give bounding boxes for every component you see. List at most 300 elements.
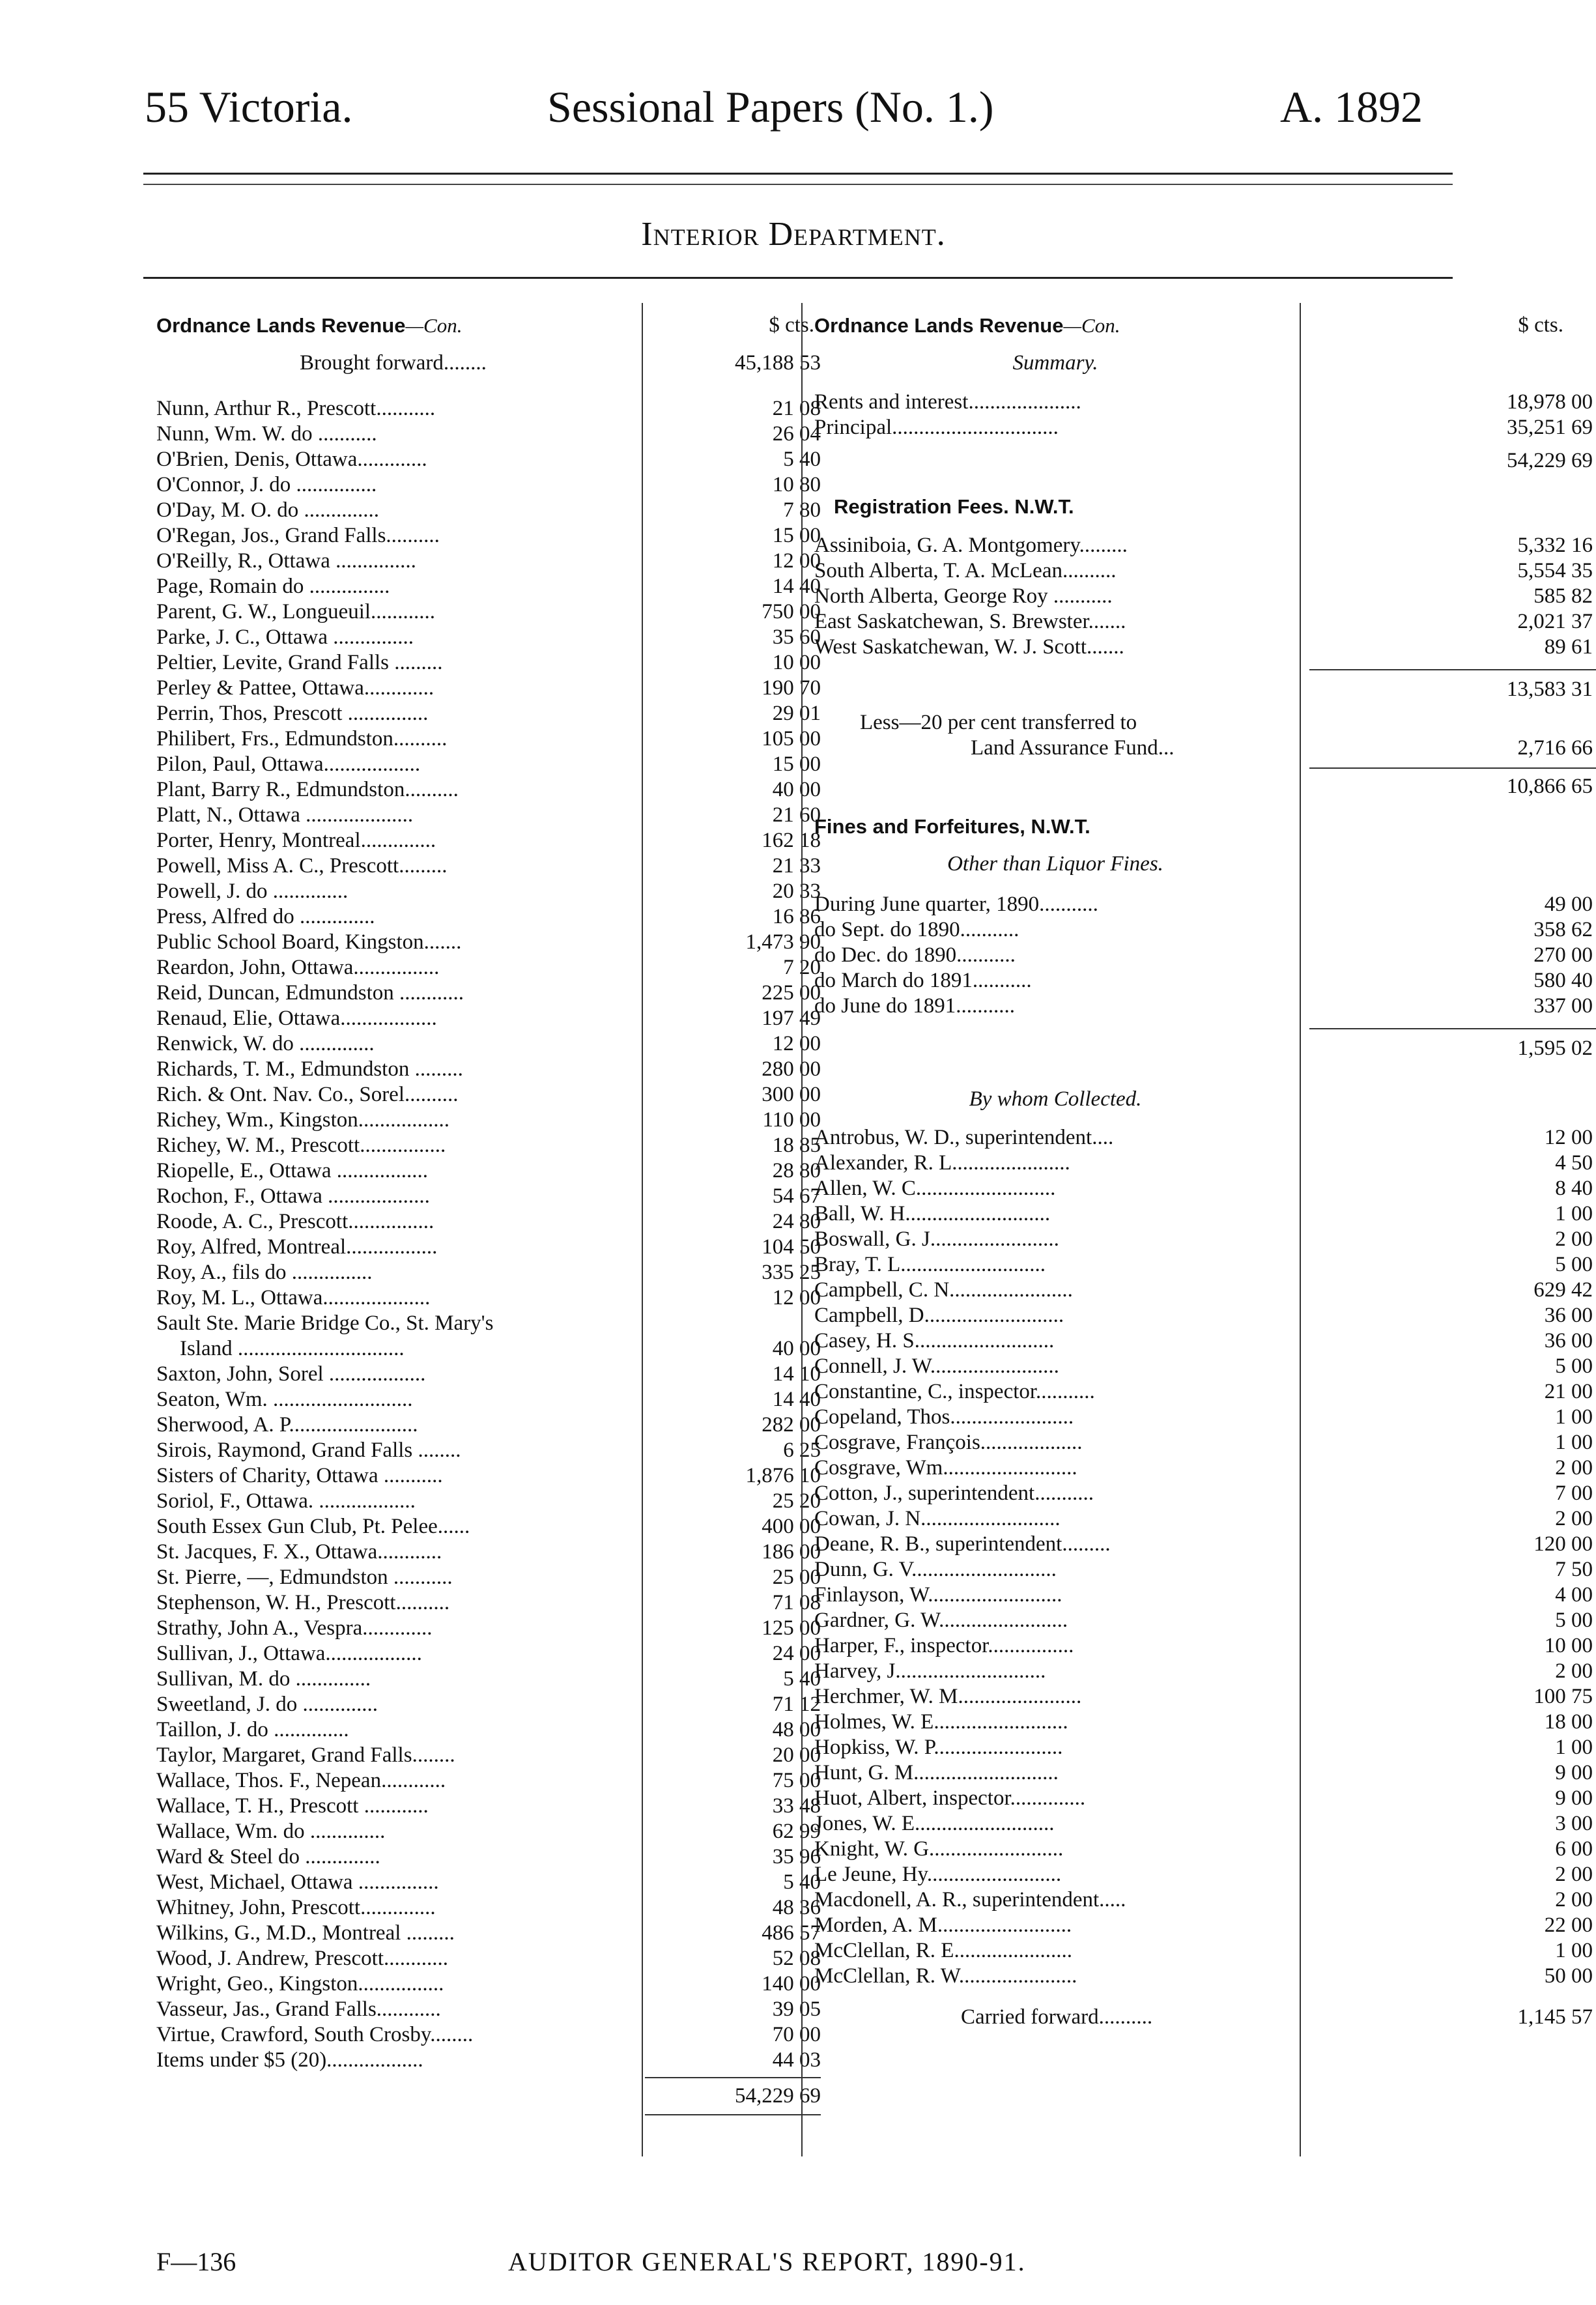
department-rule [143,277,1453,279]
fines-entry-row [814,943,1593,968]
collected-entry-name: Huot, Albert, inspector.............. [814,1786,1086,1810]
left-entry-name: Strathy, John A., Vespra............. [156,1616,433,1640]
collected-entry-amount: 9 00 [1555,1786,1593,1810]
left-entry-row [156,1921,827,1946]
registration-entry-name: East Saskatchewan, S. Brewster....... [814,610,1126,633]
left-entry-amount: 190 70 [762,676,821,700]
left-entry-row [156,1057,827,1082]
registration-entry-row [814,635,1593,660]
collected-entry-row [814,1227,1593,1252]
collected-entry-amount: 18 00 [1544,1710,1593,1734]
fines-entry-name: do March do 1891........... [814,969,1032,992]
left-entry-name: Peltier, Levite, Grand Falls ......... [156,651,443,674]
summary-label-row [814,351,1466,390]
right-column [814,313,1593,2030]
left-entry-amount: 28 80 [772,1159,821,1182]
left-entry-name: O'Reilly, R., Ottawa ............... [156,549,416,573]
collected-entry-row [814,1328,1593,1354]
collected-entry-row [814,1430,1593,1455]
collected-label-row [814,1073,1466,1125]
header-left: 55 Victoria. [145,82,353,132]
collected-entry-name: Gardner, G. W........................ [814,1609,1068,1632]
collected-entry-amount: 7 50 [1555,1558,1593,1581]
left-entry-amount: 39 05 [772,1997,821,2021]
left-entry-amount: 1,473 90 [745,930,821,954]
left-entry-amount: 5 40 [783,448,821,471]
collected-entry-amount: 9 00 [1555,1761,1593,1784]
collected-entry-row [814,1379,1593,1405]
left-entry-amount: 12 00 [772,549,821,573]
left-entry-name: Nunn, Arthur R., Prescott........... [156,397,436,420]
left-entry-row [156,752,827,777]
left-entry-amount: 162 18 [762,829,821,852]
footer-report-title: AUDITOR GENERAL'S REPORT, 1890-91. [508,2247,1026,2276]
collected-entry-name: Hopkiss, W. P........................ [814,1736,1063,1759]
collected-entry-name: Cowan, J. N.......................... [814,1507,1061,1530]
less-line-1: Less—20 per cent transferred to [860,711,1137,734]
left-entry-amount: 35 96 [772,1845,821,1868]
left-entry-amount: 21 33 [772,854,821,878]
left-entry-amount: 21 08 [772,397,821,420]
left-entry-row [156,701,827,726]
registration-entry-name: South Alberta, T. A. McLean.......... [814,559,1117,582]
left-entry-amount: 20 33 [772,880,821,903]
right-column-header [814,313,1563,351]
collected-entry-amount: 1 00 [1555,1405,1593,1429]
left-entry-amount: 33 48 [772,1794,821,1818]
left-entry-row [156,1539,827,1565]
left-entry-row [156,1590,827,1616]
left-entry-row [156,2048,827,2073]
summary-entry-amount: 35,251 69 [1507,416,1593,439]
left-entry-name: Perley & Pattee, Ottawa............. [156,676,435,700]
collected-entry-amount: 2 00 [1555,1863,1593,1886]
collected-entry-row [814,1201,1593,1227]
registration-entry-row [814,533,1593,558]
left-entry-name: Wallace, T. H., Prescott ............ [156,1794,429,1818]
collected-entry-row [814,1735,1593,1760]
registration-net: 10,866 65 [1507,775,1593,798]
left-entry-amount: 110 00 [762,1108,821,1132]
left-entry-name: South Essex Gun Club, Pt. Pelee...... [156,1515,470,1538]
fines-rule [1309,1028,1596,1029]
left-entry-amount: 15 00 [772,752,821,776]
left-entry-amount: 105 00 [762,727,821,751]
collected-entry-row [814,1354,1593,1379]
collected-entry-amount: 629 42 [1533,1278,1593,1302]
collected-entry-name: Cosgrave, Wm......................... [814,1456,1077,1480]
left-entry-row [156,498,827,523]
left-entry-row [156,1387,827,1412]
left-entry-amount: 104 50 [762,1235,821,1259]
left-entry-name: Wallace, Thos. F., Nepean............ [156,1769,446,1792]
left-entry-name: Richey, W. M., Prescott................ [156,1134,446,1157]
registration-entry-name: North Alberta, George Roy ........... [814,584,1113,608]
collected-entry-name: McClellan, R. W...................... [814,1964,1077,1988]
collected-entry-name: Ball, W. H........................... [814,1202,1051,1225]
collected-entry-name: Harvey, J............................ [814,1659,1046,1683]
left-entry-amount: 14 10 [772,1362,821,1386]
left-entry-name: Riopelle, E., Ottawa ................. [156,1159,429,1182]
collected-entry-row [814,1481,1593,1506]
fines-heading-row [814,814,1466,852]
registration-heading-row [814,494,1466,533]
left-entry-amount: 282 00 [762,1413,821,1437]
left-entry-row [156,1006,827,1031]
left-entry-amount: 1,876 10 [745,1464,821,1487]
left-entry-name: Renwick, W. do .............. [156,1032,375,1055]
left-entry-row [156,1031,827,1057]
left-amount-rule [642,303,643,2156]
fines-entry-row [814,892,1593,917]
left-entry-row [156,1667,827,1692]
left-entry-row [156,1565,827,1590]
header-center: Sessional Papers (No. 1.) [547,82,994,132]
fines-entry-name: do Dec. do 1890........... [814,943,1016,967]
left-entry-name: Sweetland, J. do .............. [156,1693,378,1716]
left-entry-row [156,1082,827,1108]
left-entry-name: Richards, T. M., Edmundston ......... [156,1057,463,1081]
left-entry-amount: 71 12 [772,1693,821,1716]
left-entry-name: Richey, Wm., Kingston................. [156,1108,450,1132]
left-entry-amount: 54 67 [772,1184,821,1208]
left-entry-name: Roy, A., fils do ............... [156,1261,373,1284]
left-entry-amount: 7 80 [783,498,821,522]
left-entry-row [156,1133,827,1158]
right-amount-rule [1300,303,1301,2156]
collected-entry-row [814,1506,1593,1532]
left-entry-amount: 71 08 [772,1591,821,1614]
left-entry-amount: 52 08 [772,1947,821,1970]
collected-entry-row [814,1887,1593,1913]
left-entry-name: Wallace, Wm. do .............. [156,1820,386,1843]
left-entry-amount: 70 00 [772,2023,821,2046]
column-divider [801,303,803,2156]
left-entry-name: Wood, J. Andrew, Prescott............ [156,1947,448,1970]
left-entry-row [156,1997,827,2022]
left-entry-amount: 40 00 [772,1337,821,1360]
left-entry-name: Parent, G. W., Longueuil............ [156,600,436,623]
department-title: Interior Department. [641,216,946,253]
collected-entry-row [814,1176,1593,1201]
collected-entry-row [814,1811,1593,1837]
fines-entry-name: do June do 1891........... [814,994,1015,1018]
left-entry-name: Page, Romain do ............... [156,575,390,598]
left-entry-row [156,549,827,574]
left-entry-amount: 400 00 [762,1515,821,1538]
registration-total: 13,583 31 [1507,678,1593,701]
left-col-header: $ cts. [769,313,814,337]
collected-entry-name: Holmes, W. E......................... [814,1710,1068,1734]
collected-entry-name: Copeland, Thos....................... [814,1405,1074,1429]
left-entry-name: Powell, J. do .............. [156,880,349,903]
brought-forward-label: Brought forward........ [300,351,487,375]
left-entry-amount: 24 80 [772,1210,821,1233]
header-rule-top [143,173,1453,175]
collected-entry-name: Campbell, C. N....................... [814,1278,1073,1302]
footer-page-number: F—136 [156,2247,236,2276]
left-entry-amount: 140 00 [762,1972,821,1996]
left-entry-name: Roode, A. C., Prescott................ [156,1210,435,1233]
collected-entry-row [814,1938,1593,1964]
fines-entry-amount: 270 00 [1533,943,1593,967]
left-entry-name: Reardon, John, Ottawa................ [156,956,440,979]
collected-entry-row [814,1659,1593,1684]
registration-entry-row [814,609,1593,635]
left-entry-row [156,1641,827,1667]
collected-entry-name: Cosgrave, François................... [814,1431,1083,1454]
registration-heading: Registration Fees. N.W.T. [834,495,1074,518]
registration-rule [1309,669,1596,670]
left-entry-name: Rochon, F., Ottawa ................... [156,1184,430,1208]
collected-entry-amount: 50 00 [1544,1964,1593,1988]
left-entry-amount: 5 40 [783,1667,821,1691]
left-entry-name: Island ............................... [180,1337,405,1360]
left-entry-amount: 48 36 [772,1896,821,1919]
left-entry-amount: 12 00 [772,1286,821,1310]
less-line-2: Land Assurance Fund... [971,736,1175,760]
collected-entry-name: McClellan, R. E...................... [814,1939,1072,1962]
registration-entry-row [814,584,1593,609]
left-entry-row [156,1158,827,1184]
left-entry-row [156,777,827,803]
left-entry-amount: 16 86 [772,905,821,928]
left-entry-row [156,1692,827,1717]
left-entry-row [156,1819,827,1844]
carried-forward-label: Carried forward.......... [961,2005,1153,2029]
collected-entry-row [814,1557,1593,1582]
registration-net-rule [1309,767,1596,769]
left-entry-amount: 25 20 [772,1489,821,1513]
left-entry-row [156,1794,827,1819]
collected-entry-amount: 2 00 [1555,1659,1593,1683]
fines-total: 1,595 02 [1517,1037,1593,1060]
left-entry-name: Reid, Duncan, Edmundston ............ [156,981,464,1005]
left-entry-amount: 197 49 [762,1007,821,1030]
collected-entry-row [814,1303,1593,1328]
collected-entry-amount: 7 00 [1555,1482,1593,1505]
left-entry-row [156,650,827,676]
less-amount: 2,716 66 [1517,736,1593,760]
left-entry-amount: 62 99 [772,1820,821,1843]
collected-entry-amount: 120 00 [1533,1532,1593,1556]
left-entry-name: O'Day, M. O. do .............. [156,498,380,522]
right-col-header: $ cts. [1518,313,1563,337]
left-entries [156,396,827,2073]
header-right: A. 1892 [1280,82,1423,132]
collected-entry-name: Deane, R. B., superintendent......... [814,1532,1111,1556]
fines-entry-amount: 580 40 [1533,969,1593,992]
left-entry-amount: 486 57 [762,1921,821,1945]
collected-entry-name: Allen, W. C.......................... [814,1177,1056,1200]
left-entry-amount: 14 40 [772,575,821,598]
left-entry-name: Philibert, Frs., Edmundston.......... [156,727,448,751]
collected-entry-amount: 2 00 [1555,1456,1593,1480]
left-entry-row [156,1844,827,1870]
left-entry-amount: 280 00 [762,1057,821,1081]
collected-entry-name: Herchmer, W. M....................... [814,1685,1082,1708]
summary-entry-amount: 18,978 00 [1507,390,1593,414]
left-entry-name: Press, Alfred do .............. [156,905,375,928]
collected-entry-name: Finlayson, W......................... [814,1583,1062,1607]
left-column [156,313,827,2115]
left-entry-name: Sullivan, M. do .............. [156,1667,371,1691]
left-entry-amount: 14 40 [772,1388,821,1411]
left-entry-amount: 29 01 [772,702,821,725]
left-entry-row [156,853,827,879]
left-entry-name: Powell, Miss A. C., Prescott......... [156,854,448,878]
collected-entry-amount: 5 00 [1555,1609,1593,1632]
left-entry-name: West, Michael, Ottawa ............... [156,1870,439,1894]
left-entry-row [156,676,827,701]
left-entry-name: Vasseur, Jas., Grand Falls............ [156,1997,441,2021]
left-entry-row [156,879,827,904]
left-entry-name: Perrin, Thos, Prescott ............... [156,702,429,725]
left-entry-name: Sullivan, J., Ottawa.................. [156,1642,422,1665]
collected-entry-name: Casey, H. S.......................... [814,1329,1055,1353]
left-entry-name: Taillon, J. do .............. [156,1718,349,1741]
left-entry-row [156,523,827,549]
left-entry-name: Saxton, John, Sorel .................. [156,1362,426,1386]
fines-entry-amount: 337 00 [1533,994,1593,1018]
summary-total: 54,229 69 [1507,449,1593,472]
registration-entry-row [814,558,1593,584]
left-entry-amount: 75 00 [772,1769,821,1792]
left-entry-amount: 7 20 [783,956,821,979]
fines-entry-name: During June quarter, 1890........... [814,893,1098,916]
carried-forward-row [814,2005,1593,2030]
collected-entry-amount: 22 00 [1544,1913,1593,1937]
left-entry-amount: 20 00 [772,1743,821,1767]
collected-entry-row [814,1125,1593,1151]
left-entry-name: Platt, N., Ottawa .................... [156,803,414,827]
left-entry-row [156,1946,827,1971]
collected-entry-name: Le Jeune, Hy......................... [814,1863,1062,1886]
left-entry-row [156,1768,827,1794]
left-entry-name: Porter, Henry, Montreal.............. [156,829,436,852]
collected-entry-amount: 10 00 [1544,1634,1593,1657]
collected-entry-row [814,1252,1593,1278]
left-entry-amount: 25 00 [772,1566,821,1589]
left-entry-name: Renaud, Elie, Ottawa.................. [156,1007,437,1030]
collected-entry-row [814,1278,1593,1303]
left-total-row [156,2083,827,2109]
collected-entries [814,1125,1593,1989]
collected-entry-name: Constantine, C., inspector........... [814,1380,1095,1403]
left-entry-amount: 21 60 [772,803,821,827]
left-entry-amount: 18 85 [772,1134,821,1157]
left-entry-amount: 300 00 [762,1083,821,1106]
collected-entry-amount: 4 50 [1555,1151,1593,1175]
left-entry-row [156,1184,827,1209]
left-entry-row [156,1108,827,1133]
collected-entry-amount: 1 00 [1555,1939,1593,1962]
left-entry-row [156,1311,827,1336]
left-column-header [156,313,827,351]
collected-entry-row [814,1582,1593,1608]
registration-entry-name: West Saskatchewan, W. J. Scott....... [814,635,1124,659]
collected-entry-amount: 36 00 [1544,1329,1593,1353]
left-entry-name: Sirois, Raymond, Grand Falls ........ [156,1439,461,1462]
collected-entry-row [814,1684,1593,1710]
brought-forward-amount: 45,188 53 [735,351,821,375]
collected-entry-row [814,1760,1593,1786]
left-entry-name: O'Brien, Denis, Ottawa............. [156,448,427,471]
left-entry-row [156,625,827,650]
collected-entry-amount: 6 00 [1555,1837,1593,1861]
left-entry-row [156,1463,827,1489]
left-entry-name: Stephenson, W. H., Prescott.......... [156,1591,450,1614]
collected-entry-name: Campbell, D.......................... [814,1304,1064,1327]
registration-entry-amount: 89 61 [1544,635,1593,659]
less-row-1 [814,710,1466,736]
left-entry-name: Virtue, Crawford, South Crosby........ [156,2023,474,2046]
left-entry-name: Whitney, John, Prescott.............. [156,1896,436,1919]
collected-entry-name: Jones, W. E.......................... [814,1812,1055,1835]
left-entry-amount: 12 00 [772,1032,821,1055]
collected-entry-row [814,1710,1593,1735]
fines-heading: Fines and Forfeitures, N.W.T. [814,815,1090,838]
left-entry-name: O'Regan, Jos., Grand Falls.......... [156,524,440,547]
fines-subheading: Other than Liquor Fines. [947,852,1163,876]
left-entry-row [156,472,827,498]
collected-entry-name: Hunt, G. M........................... [814,1761,1059,1784]
registration-entry-name: Assiniboia, G. A. Montgomery......... [814,534,1128,557]
collected-entry-row [814,1608,1593,1633]
collected-entry-row [814,1862,1593,1887]
registration-entries [814,533,1593,660]
collected-label: By whom Collected. [969,1087,1142,1111]
collected-entry-amount: 1 00 [1555,1736,1593,1759]
carried-forward-amount: 1,145 57 [1517,2005,1593,2029]
left-entry-row [156,1717,827,1743]
left-entry-row [156,1336,827,1362]
collected-entry-row [814,1151,1593,1176]
left-entry-row [156,1971,827,1997]
left-total: 54,229 69 [735,2084,821,2108]
left-entry-row [156,599,827,625]
fines-entry-amount: 49 00 [1544,893,1593,916]
left-entry-name: Taylor, Margaret, Grand Falls........ [156,1743,455,1767]
collected-entry-amount: 5 00 [1555,1354,1593,1378]
less-row-2 [814,736,1593,761]
left-entry-row [156,1616,827,1641]
registration-entry-amount: 5,332 16 [1517,534,1593,557]
left-entry-name: St. Pierre, —, Edmundston ........... [156,1566,453,1589]
left-entry-amount: 35 60 [772,625,821,649]
left-entry-row [156,447,827,472]
collected-entry-row [814,1532,1593,1557]
left-entry-row [156,904,827,930]
left-entry-name: Sault Ste. Marie Bridge Co., St. Mary's [156,1311,494,1335]
left-entry-row [156,1209,827,1235]
collected-entry-name: Antrobus, W. D., superintendent.... [814,1126,1114,1149]
collected-entry-name: Dunn, G. V........................... [814,1558,1057,1581]
collected-entry-name: Macdonell, A. R., superintendent..... [814,1888,1126,1911]
left-entry-row [156,828,827,853]
collected-entry-amount: 21 00 [1544,1380,1593,1403]
left-total-rule-bottom [645,2114,821,2115]
header-rule-bottom [143,184,1453,185]
collected-entry-name: Alexander, R. L...................... [814,1151,1070,1175]
summary-entry-row [814,390,1593,415]
left-entry-name: Rich. & Ont. Nav. Co., Sorel.......... [156,1083,459,1106]
left-entry-name: Seaton, Wm. .......................... [156,1388,413,1411]
left-entry-amount: 750 00 [762,600,821,623]
collected-entry-amount: 100 75 [1533,1685,1593,1708]
left-entry-name: Sisters of Charity, Ottawa ........... [156,1464,443,1487]
left-entry-name: Public School Board, Kingston....... [156,930,462,954]
